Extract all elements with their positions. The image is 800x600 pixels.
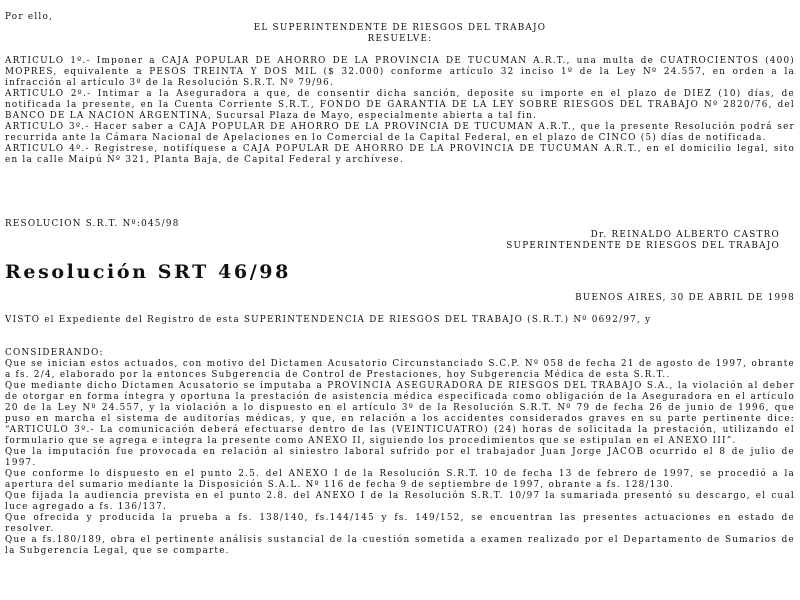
visto-paragraph: VISTO el Expediente del Registro de esta SUPERINTENDENCIA DE RIESGOS DEL TRABAJO (S.R.T.) Nº 0692/97, y bbox=[5, 315, 652, 325]
document-page bbox=[5, 0, 795, 600]
considerando-paragraph: Que a fs.180/189, obra el pertinente análisis sustancial de la cuestión sometida a examen realizado por el Departamento de Sumarios de la Subgerencia Legal, que se comparte. bbox=[5, 535, 795, 556]
date-line: BUENOS AIRES, 30 DE ABRIL DE 1998 bbox=[575, 293, 795, 303]
intro-text: Por ello, bbox=[5, 12, 54, 22]
article-paragraph: ARTICULO 4º.- Regístrese, notifíquese a CAJA POPULAR DE AHORRO DE LA PROVINCIA DE TUCUMAN A.R.T., en el domicilio legal, sito en la calle Maipú Nº 321, Planta Baja, de Capital Federal y archívese. bbox=[5, 144, 795, 165]
considerando-paragraph: Que conforme lo dispuesto en el punto 2.5. del ANEXO I de la Resolución S.R.T. 10 de fecha 13 de febrero de 1997, se procedió a la apertura del sumario mediante la Disposición S.A.L. Nº 116 de fecha 9 de septiembre de 1997, obrante a fs. 128/130. bbox=[5, 469, 795, 490]
considerando-paragraph: Que mediante dicho Dictamen Acusatorio se imputaba a PROVINCIA ASEGURADORA DE RIESGOS DEL TRABAJO S.A., la violación al deber de otorgar en forma íntegra y oportuna la prestación de asistencia médica especificada como obligación de la Aseguradora en el artículo 20 de la Ley Nº 24.557, y la violación a lo dispuesto en el artículo 3º de la Resolución S.R.T. Nº 79 de fecha 26 de junio de 1996, que puso en marcha el sistema de auditorías médicas, y que, en relación a los accidentes considerados graves en su parte pertinente dice: “ARTICULO 3º.- La comunicación deberá efectuarse dentro de las (VEINTICUATRO) (24) horas de solicitada la prestación, utilizando el formulario que se agrega e integra la presente como ANEXO II, siguiendo los procedimientos que se estipulan en el ANEXO III”. bbox=[5, 381, 795, 446]
considerando-block bbox=[5, 359, 795, 557]
considerando-label: CONSIDERANDO: bbox=[5, 348, 104, 358]
considerando-paragraph: Que se inician estos actuados, con motivo del Dictamen Acusatorio Circunstanciado S.C.P. Nº 058 de fecha 21 de agosto de 1997, obrante a fs. 2/4, elaborado por la entonces Subgerencia de Control de Prestaciones, hoy Subgerencia Médica de esta S.R.T.. bbox=[5, 359, 795, 380]
resolve-label: RESUELVE: bbox=[367, 34, 433, 44]
resolution-heading: Resolución SRT 46/98 bbox=[5, 261, 291, 283]
considerando-paragraph: Que fijada la audiencia prevista en el punto 2.8. del ANEXO I de la Resolución S.R.T. 10/97 la sumariada presentó su descargo, el cual luce agregado a fs. 136/137. bbox=[5, 491, 795, 512]
considerando-paragraph: Que ofrecida y producida la prueba a fs. 138/140, fs.144/145 y fs. 149/152, se encuentran las presentes actuaciones en estado de resolver. bbox=[5, 513, 795, 534]
article-paragraph: ARTICULO 3º.- Hacer saber a CAJA POPULAR DE AHORRO DE LA PROVINCIA DE TUCUMAN A.R.T., que la presente Resolución podrá ser recurrida ante la Cámara Nacional de Apelaciones en lo Comercial de la Capital Federal, en el plazo de CINCO (5) días de notificada. bbox=[5, 122, 795, 143]
authority-title: EL SUPERINTENDENTE DE RIESGOS DEL TRABAJO bbox=[253, 23, 547, 33]
signer-title: SUPERINTENDENTE DE RIESGOS DEL TRABAJO bbox=[506, 241, 780, 251]
articles-block bbox=[5, 56, 795, 166]
considerando-paragraph: Que la imputación fue provocada en relación al siniestro laboral sufrido por el trabajador Juan Jorge JACOB ocurrido el 8 de julio de 1997. bbox=[5, 447, 795, 468]
article-paragraph: ARTICULO 2º.- Intimar a la Aseguradora a que, de consentir dicha sanción, deposite su importe en el plazo de DIEZ (10) días, de notificada la presente, en la Cuenta Corriente S.R.T., FONDO DE GARANTIA DE LA LEY SOBRE RIESGOS DEL TRABAJO Nº 2820/76, del BANCO DE LA NACION ARGENTINA, Sucursal Plaza de Mayo, especialmente abierta a tal fin. bbox=[5, 89, 795, 121]
signer-name: Dr. REINALDO ALBERTO CASTRO bbox=[590, 230, 780, 240]
resolution-number: RESOLUCION S.R.T. Nº:045/98 bbox=[5, 219, 180, 229]
article-paragraph: ARTICULO 1º.- Imponer a CAJA POPULAR DE AHORRO DE LA PROVINCIA DE TUCUMAN A.R.T., una multa de CUATROCIENTOS (400) MOPRES, equivalente a PESOS TREINTA Y DOS MIL ($ 32.000) conforme artículo 32 inciso 1º de la Ley Nº 24.557, en orden a la infracción al artículo 3º de la Resolución S.R.T. Nº 79/96. bbox=[5, 56, 795, 88]
